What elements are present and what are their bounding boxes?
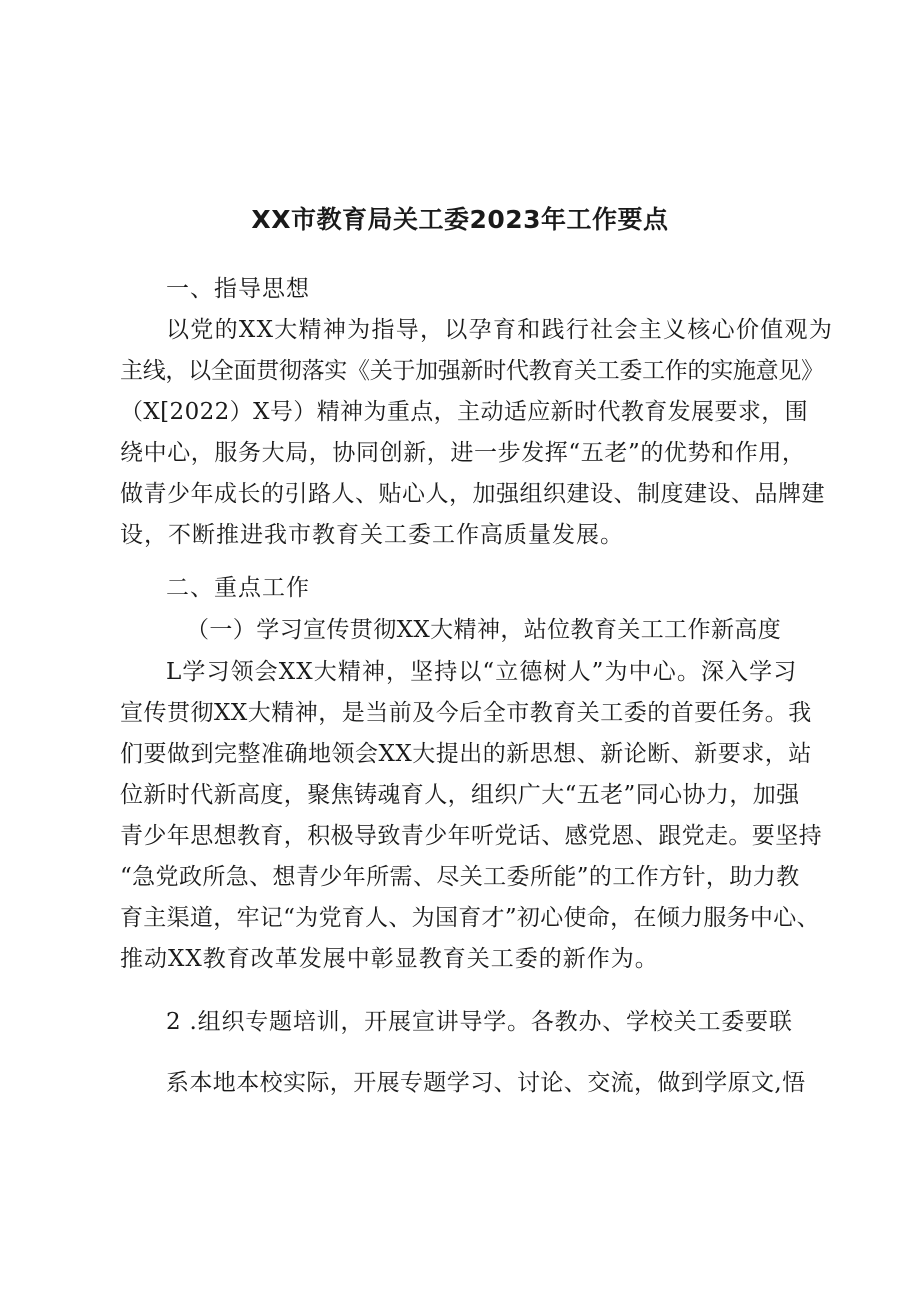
text-line: 位新时代新高度，聚焦铸魂育人，组织广大“五老”同心协力，加强 — [120, 782, 800, 808]
section-1-body — [120, 310, 834, 556]
text-line: 青少年思想教育，积极导致青少年听党话、感党恩、跟党走。要坚持 — [120, 823, 822, 849]
text-line: “急党政所急、想青少年所需、尽关工委所能”的工作方针，助力教 — [120, 864, 800, 890]
text-line: L学习领会XX大精神，坚持以“立德树人”为中心。深入学习 — [166, 659, 798, 685]
text-line: 育主渠道，牢记“为党育人、为国育才”初心使命，在倾力服务中心、 — [120, 905, 820, 931]
text-line: 推动XX教育改革发展中彰显教育关工委的新作为。 — [120, 946, 659, 972]
text-line: （X[2022）X号）精神为重点，主动适应新时代教育发展要求，围 — [120, 399, 809, 425]
section-1-heading: 一、指导思想 — [166, 276, 310, 302]
text-line: 宣传贯彻XX大精神，是当前及今后全市教育关工委的首要任务。我 — [120, 700, 812, 726]
text-line: 以党的XX大精神为指导，以孕育和践行社会主义核心价值观为 — [166, 317, 834, 343]
item-1-body — [120, 652, 820, 980]
text-line: 们要做到完整准确地领会XX大提出的新思想、新论断、新要求，站 — [120, 741, 812, 767]
text-line: 做青少年成长的引路人、贴心人，加强组织建设、制度建设、品牌建 — [120, 481, 825, 507]
text-line: 绕中心，服务大局，协同创新，进一步发挥“五老”的优势和作用， — [120, 440, 806, 466]
item-2-line-1: 2 .组织专题培训，开展宣讲导学。各教办、学校关工委要联 — [166, 1009, 793, 1035]
text-line: 设，不断推进我市教育关工委工作高质量发展。 — [120, 522, 624, 548]
subsection-1-heading: （一）学习宣传贯彻XX大精神，站位教育关工工作新高度 — [186, 617, 782, 643]
document-title: XX市教育局关工委2023年工作要点 — [251, 205, 669, 234]
section-2-heading: 二、重点工作 — [166, 575, 310, 601]
item-2-line-2: 系本地本校实际，开展专题学习、讨论、交流，做到学原文,悟 — [166, 1070, 806, 1096]
text-line: 主线，以全面贯彻落实《关于加强新时代教育关工委工作的实施意见》 — [120, 358, 824, 384]
